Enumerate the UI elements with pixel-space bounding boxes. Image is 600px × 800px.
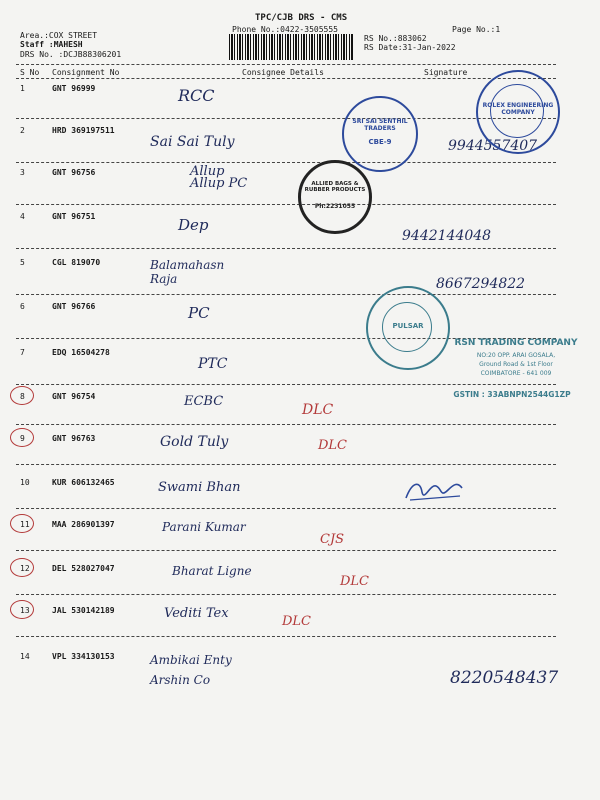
row-consignee: RCC [178, 86, 215, 105]
row-sno: 10 [20, 478, 30, 487]
row-note: DLC [302, 402, 334, 418]
row-divider [16, 294, 556, 295]
drs-number: DRS No. :DCJB88306201 [20, 50, 122, 59]
row-consignee: Ambikai Enty Arshin Co [150, 653, 232, 687]
trading-company-stamp [440, 338, 592, 400]
row-divider [16, 594, 556, 595]
row-consignment: GNT 96756 [52, 168, 96, 177]
row-consignment: GNT 96999 [52, 84, 96, 93]
rs-number: RS No.:883062 [364, 34, 427, 43]
row-consignment: GNT 96751 [52, 212, 96, 221]
table-row [0, 432, 600, 472]
allied-stamp [298, 160, 372, 234]
row-consignee: Allup Allup PC [190, 164, 248, 191]
row-consignee: Dep [178, 216, 209, 234]
table-row [0, 476, 600, 516]
row-sno: 14 [20, 652, 30, 661]
row-consignment: KUR 606132465 [52, 478, 115, 487]
row-consignment: DEL 528027047 [52, 564, 115, 573]
row-divider [16, 118, 556, 119]
row-divider [16, 508, 556, 509]
table-row [0, 300, 600, 340]
row-consignee: ECBC [184, 394, 224, 409]
row-sno: 9 [20, 434, 25, 443]
row-sno: 13 [20, 606, 30, 615]
row-note: DLC [340, 574, 370, 589]
row-divider [16, 162, 556, 163]
row-consignment: EDQ 16504278 [52, 348, 110, 357]
area: Area.:COX STREET [20, 31, 98, 40]
col-consignment: Consignment No [52, 68, 120, 77]
row-consignee: Balamahasn Raja [150, 258, 225, 286]
row-note: CJS [320, 532, 345, 547]
row-sno: 5 [20, 258, 25, 267]
trading-company-addr2: Ground Road & 1st Floor [479, 361, 553, 368]
rs-date: RS Date:31-Jan-2022 [364, 43, 456, 52]
table-row [0, 604, 600, 644]
row-consignee: Parani Kumar [162, 520, 246, 534]
table-row [0, 562, 600, 602]
row-sno: 12 [20, 564, 30, 573]
row-sno: 1 [20, 84, 25, 93]
row-consignee: PTC [198, 356, 228, 372]
row-consignment: GNT 96763 [52, 434, 96, 443]
pulsar-stamp [366, 286, 450, 370]
trading-company-addr1: NO:20 OPP. ARAI GOSALA, [476, 352, 556, 359]
pulsar-stamp-text: PULSAR [392, 322, 424, 330]
row-signature: 8220548437 [450, 668, 559, 688]
phone-number: Phone No.:0422-3505555 [232, 25, 338, 34]
col-consignee: Consignee Details [242, 68, 324, 77]
staff: Staff :MAHESH [20, 40, 83, 49]
table-row [0, 518, 600, 558]
rolex-stamp [476, 70, 560, 154]
row-note: DLC [318, 438, 348, 453]
row-consignee: Vediti Tex [164, 606, 229, 621]
allied-stamp-text: ALLIED BAGS & RUBBER PRODUCTS [304, 181, 366, 193]
row-divider [16, 204, 556, 205]
sri-sai-stamp [342, 96, 418, 172]
allied-stamp-sub: Ph:2231055 [314, 203, 356, 210]
row-consignment: JAL 530142189 [52, 606, 115, 615]
row-consignment: VPL 334130153 [52, 652, 115, 661]
table-row [0, 256, 600, 296]
table-row [0, 210, 600, 250]
row-consignee: PC [188, 304, 210, 322]
sri-sai-stamp-sub: CBE-9 [368, 138, 392, 146]
sri-sai-stamp-text: SRI SAI SENTHIL TRADERS [352, 118, 408, 132]
row-signature: 9442144048 [402, 228, 492, 244]
row-consignment: GNT 96766 [52, 302, 96, 311]
row-divider [16, 424, 556, 425]
row-consignment: MAA 286901397 [52, 520, 115, 529]
trading-company-name: RSN TRADING COMPANY [454, 338, 578, 348]
row-sno: 11 [20, 520, 30, 529]
report-title: TPC/CJB DRS - CMS [255, 13, 348, 23]
trading-company-addr3: COIMBATORE - 641 009 [480, 370, 552, 377]
row-note: DLC [282, 614, 312, 629]
col-sno: S No [20, 68, 40, 77]
row-sno: 4 [20, 212, 25, 221]
row-consignee: Swami Bhan [158, 480, 241, 495]
row-divider [16, 248, 556, 249]
row-sno: 6 [20, 302, 25, 311]
trading-company-gstin: GSTIN : 33ABNPN2544G1ZP [453, 390, 571, 399]
row-consignee: Bharat Ligne [172, 564, 252, 578]
row-divider [16, 464, 556, 465]
row-consignment: GNT 96754 [52, 392, 96, 401]
row-consignee: Sai Sai Tuly [150, 134, 235, 150]
row-consignment: HRD 369197511 [52, 126, 115, 135]
row-signature: 9944557407 [448, 138, 538, 154]
row-sno: 3 [20, 168, 25, 177]
row-divider [16, 550, 556, 551]
row-sno: 2 [20, 126, 25, 135]
table-row [0, 650, 600, 700]
row-consignee: Gold Tuly [160, 434, 229, 450]
row-sno: 7 [20, 348, 25, 357]
row-sno: 8 [20, 392, 25, 401]
page-number: Page No.:1 [452, 25, 501, 34]
row-signature: 8667294822 [436, 276, 526, 292]
row-consignment: CGL 819070 [52, 258, 101, 267]
row-divider [16, 636, 556, 637]
rolex-stamp-text: ROLEX ENGINEERING COMPANY [482, 102, 554, 116]
col-signature: Signature [424, 68, 468, 77]
signature-scribble [402, 476, 466, 506]
